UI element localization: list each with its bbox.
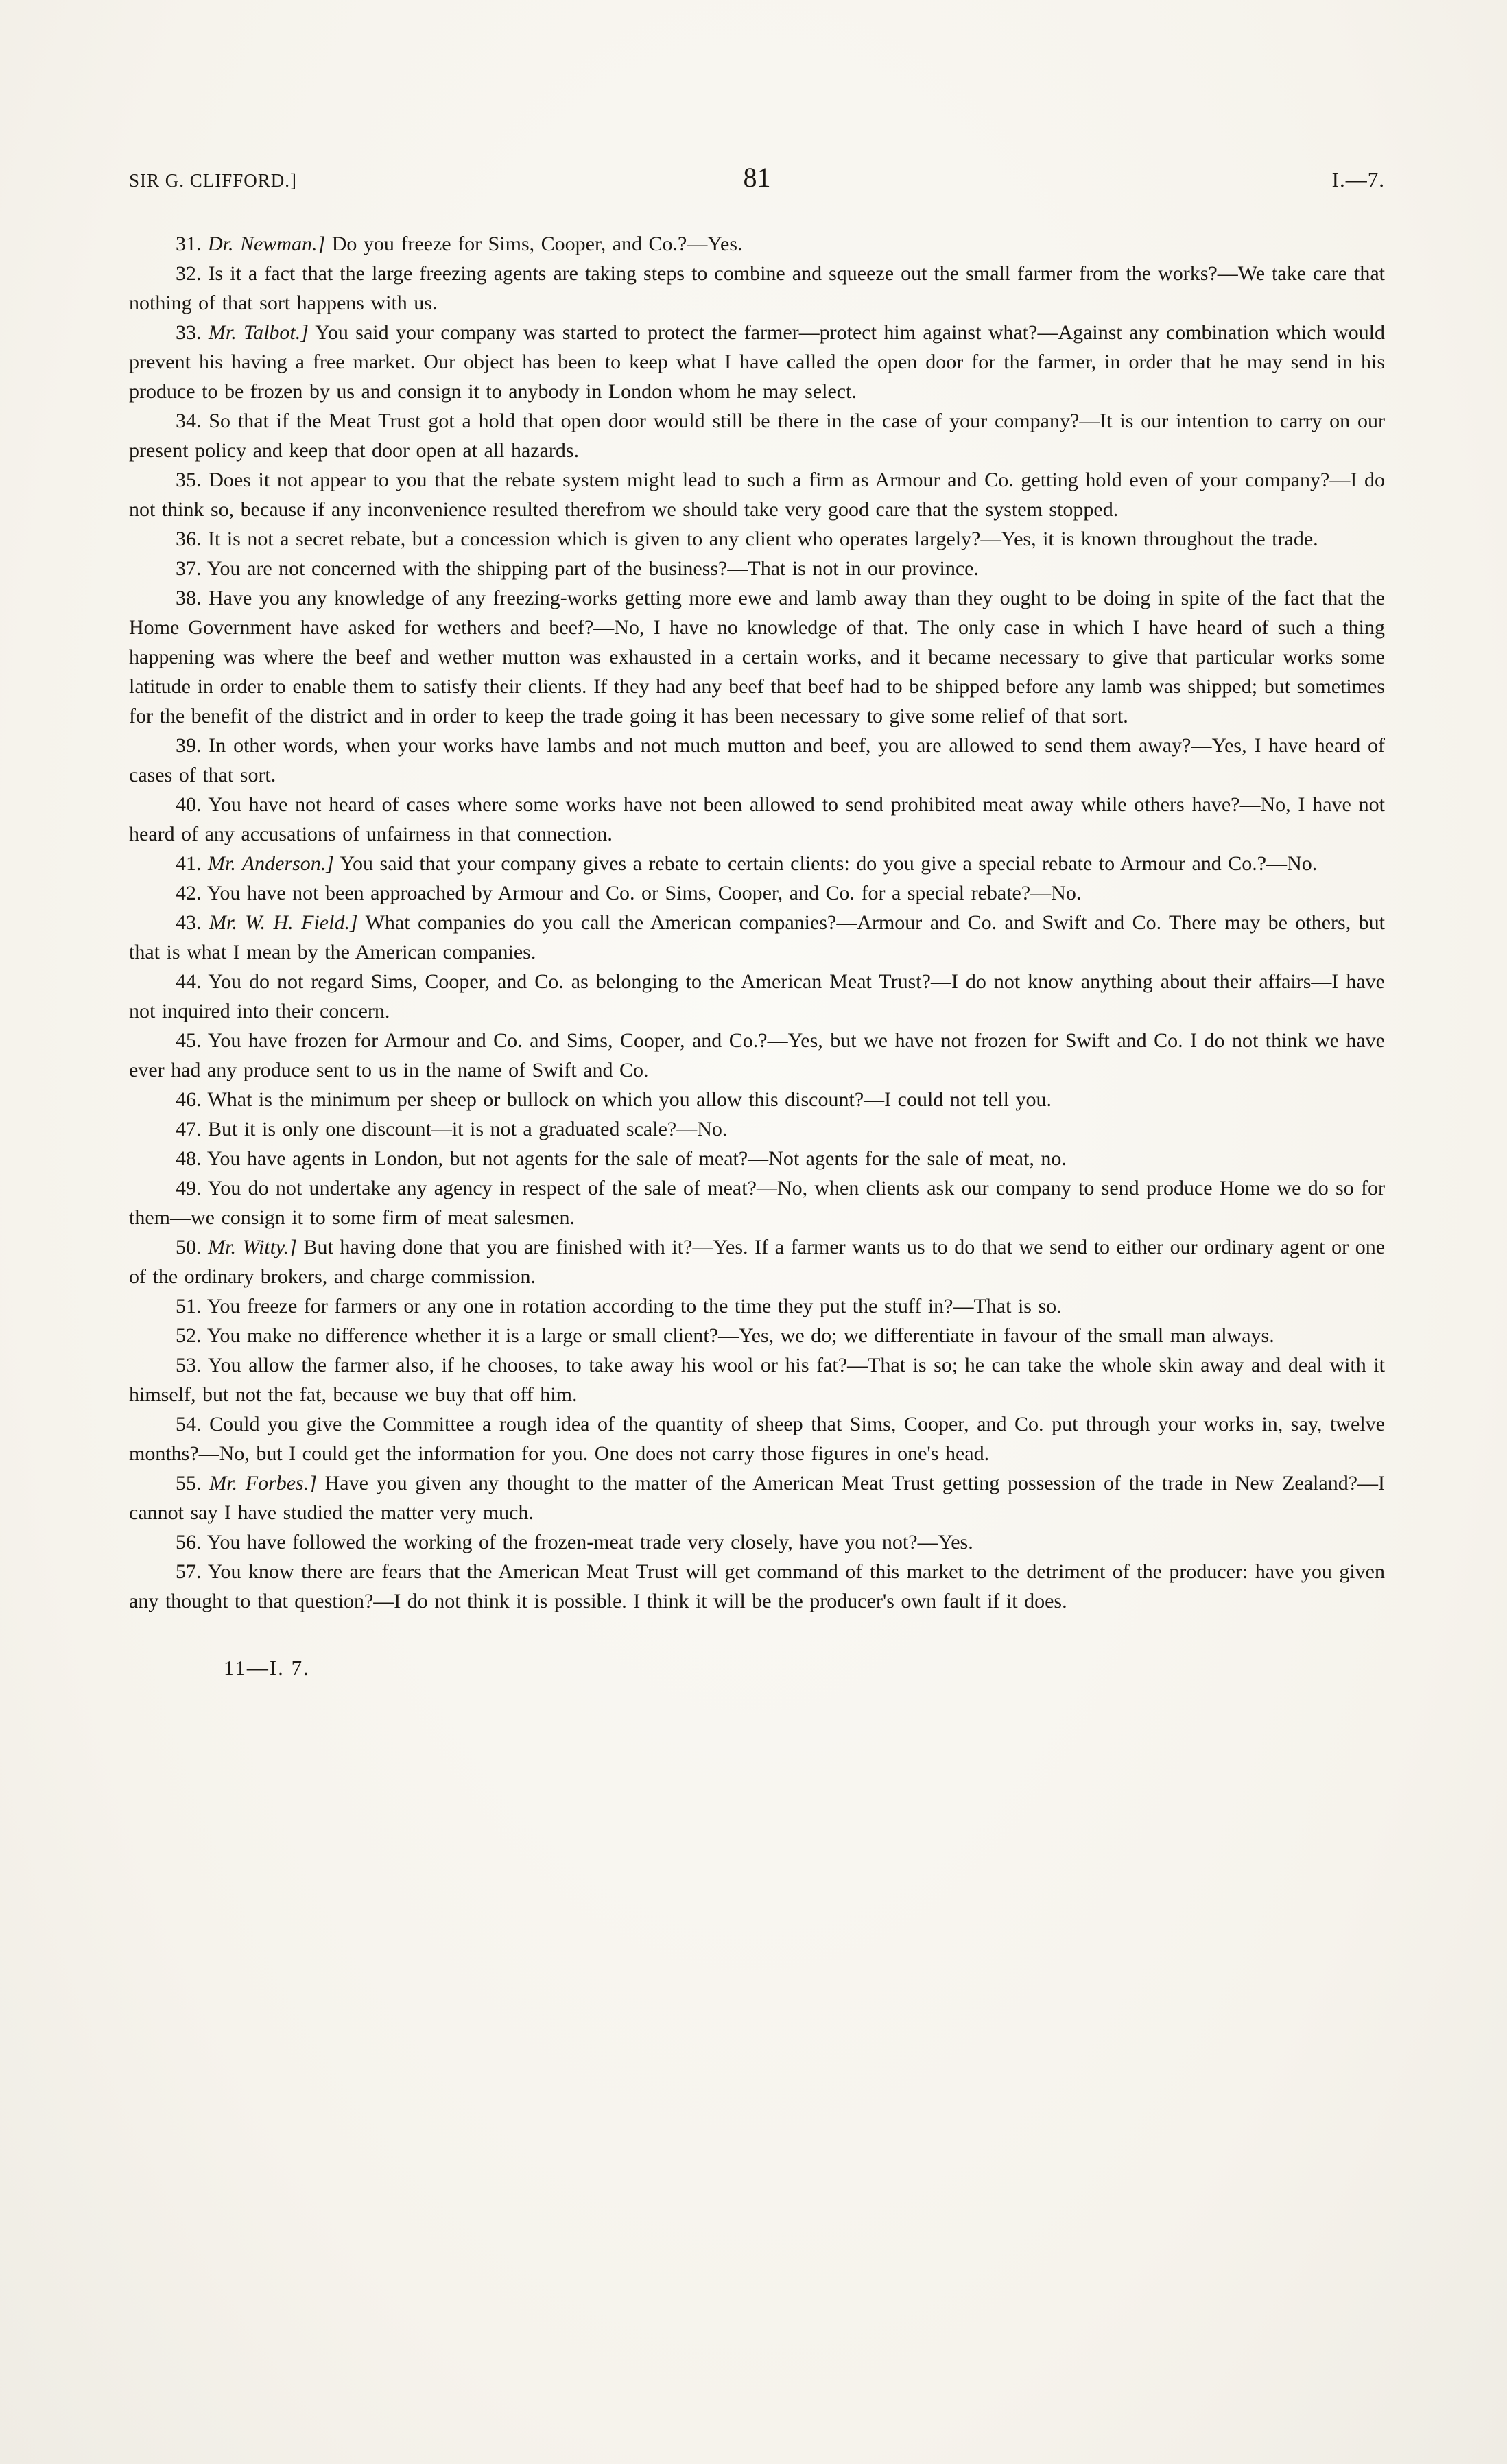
question-number: 34.	[176, 410, 202, 432]
question-number: 35.	[176, 469, 202, 491]
qa-text: So that if the Meat Trust got a hold that open door would still be there in the case of your company?—It is our intention to carry on our present policy and keep that door open at all hazards.	[129, 410, 1385, 462]
question-number: 43.	[176, 911, 202, 934]
qa-text: But having done that you are finished with it?—Yes. If a farmer wants us to do that we send to either our ordinary agent or one of the ordinary brokers, and charge commission.	[129, 1236, 1386, 1288]
qa-text: You said your company was started to protect the farmer—protect him against what?—Against any combination which would prevent his having a free market. Our object has been to keep what I have called the open door for the farmer, in order that he may send in his produce to be frozen by us and consign it to anybody in London whom he may select.	[129, 321, 1385, 403]
qa-paragraph	[129, 259, 1385, 318]
question-number: 51.	[176, 1295, 202, 1317]
qa-paragraph	[129, 1557, 1385, 1616]
qa-text: You have not heard of cases where some works have not been allowed to send prohibited meat away while others have?—No, I have not heard of any accusations of unfairness in that connection.	[129, 793, 1386, 845]
question-number: 37.	[176, 557, 202, 580]
header-witness-name: SIR G. CLIFFORD.]	[129, 170, 298, 191]
qa-paragraph	[129, 318, 1385, 406]
qa-text: You have agents in London, but not agents for the sale of meat?—Not agents for the sale of meat, no.	[206, 1147, 1067, 1170]
qa-text: Have you given any thought to the matter of the American Meat Trust getting possession of the trade in New Zealand?—I cannot say I have studied the matter very much.	[129, 1472, 1386, 1524]
qa-text: In other words, when your works have lambs and not much mutton and beef, you are allowed to send them away?—Yes, I have heard of cases of that sort.	[129, 734, 1385, 786]
question-number: 48.	[176, 1147, 202, 1170]
qa-text: What is the minimum per sheep or bullock on which you allow this discount?—I could not tell you.	[207, 1088, 1052, 1111]
qa-text: Does it not appear to you that the rebate system might lead to such a firm as Armour and Co. getting hold even of your company?—I do not think so, because if any inconvenience resulted therefrom we should take very good care that the system stopped.	[129, 469, 1385, 521]
qa-paragraph	[129, 1085, 1385, 1114]
question-number: 52.	[176, 1324, 202, 1347]
question-number: 56.	[176, 1531, 202, 1553]
header-paper-reference: I.—7.	[1331, 167, 1385, 191]
question-number: 49.	[176, 1177, 202, 1199]
qa-paragraph	[129, 1527, 1385, 1557]
qa-paragraph	[129, 790, 1385, 849]
qa-text: You make no difference whether it is a large or small client?—Yes, we do; we differentiate in favour of the small man always.	[206, 1324, 1274, 1347]
question-number: 53.	[176, 1354, 202, 1376]
qa-paragraph	[129, 229, 1385, 259]
qa-paragraph	[129, 1232, 1385, 1291]
qa-paragraph	[129, 1409, 1385, 1468]
question-number: 39.	[176, 734, 202, 757]
question-number: 32.	[176, 262, 202, 285]
page-header	[129, 161, 1385, 193]
qa-text: But it is only one discount—it is not a graduated scale?—No.	[208, 1118, 728, 1140]
question-number: 38.	[176, 587, 202, 609]
qa-paragraph	[129, 1321, 1385, 1350]
qa-text: What companies do you call the American companies?—Armour and Co. and Swift and Co. There may be others, but that is what I mean by the American companies.	[129, 911, 1385, 963]
question-number: 47.	[176, 1118, 202, 1140]
question-number: 31.	[176, 233, 202, 255]
qa-paragraph	[129, 731, 1385, 790]
qa-text: You allow the farmer also, if he chooses, to take away his wool or his fat?—That is so; he can take the whole skin away and deal with it himself, but not the fat, because we buy that off him.	[129, 1354, 1385, 1406]
qa-text: You have not been approached by Armour and Co. or Sims, Cooper, and Co. for a special rebate?—No.	[206, 882, 1082, 904]
qa-paragraph	[129, 908, 1385, 967]
qa-paragraph	[129, 1114, 1385, 1144]
qa-text: It is not a secret rebate, but a concession which is given to any client who operates largely?—Yes, it is known throughout the trade.	[208, 528, 1318, 550]
testimony-body	[129, 229, 1385, 1616]
qa-paragraph	[129, 967, 1385, 1026]
qa-paragraph	[129, 465, 1385, 524]
question-number: 42.	[176, 882, 202, 904]
qa-paragraph	[129, 1291, 1385, 1321]
footer-signature-mark: 11—I. 7.	[224, 1656, 310, 1680]
qa-paragraph	[129, 583, 1385, 731]
qa-paragraph	[129, 849, 1385, 878]
speaker-name: Mr. Forbes.]	[209, 1472, 317, 1494]
speaker-name: Mr. Talbot.]	[208, 321, 309, 344]
question-number: 36.	[176, 528, 202, 550]
qa-text: You have followed the working of the frozen-meat trade very closely, have you not?—Yes.	[206, 1531, 973, 1553]
qa-text: You are not concerned with the shipping part of the business?—That is not in our province.	[206, 557, 979, 580]
qa-text: Do you freeze for Sims, Cooper, and Co.?—Yes.	[331, 233, 743, 255]
qa-text: You have frozen for Armour and Co. and Sims, Cooper, and Co.?—Yes, but we have not frozen for Swift and Co. I do not think we have ever had any produce sent to us in the name of Swift and Co.	[129, 1029, 1385, 1081]
qa-paragraph	[129, 1468, 1385, 1527]
qa-text: You freeze for farmers or any one in rotation according to the time they put the stuff in?—That is so.	[206, 1295, 1062, 1317]
speaker-name: Mr. Witty.]	[208, 1236, 297, 1258]
qa-paragraph	[129, 878, 1385, 908]
question-number: 55.	[176, 1472, 202, 1494]
qa-paragraph	[129, 1350, 1385, 1409]
question-number: 57.	[176, 1560, 202, 1583]
question-number: 46.	[176, 1088, 202, 1111]
page-number: 81	[743, 162, 771, 193]
qa-paragraph	[129, 406, 1385, 465]
qa-paragraph	[129, 1026, 1385, 1085]
speaker-name: Mr. W. H. Field.]	[209, 911, 358, 934]
qa-text: Could you give the Committee a rough idea of the quantity of sheep that Sims, Cooper, and Co. put through your works in, say, twelve months?—No, but I could get the information for you. One does not carry those figures in one's head.	[129, 1413, 1385, 1465]
qa-paragraph	[129, 1173, 1385, 1232]
question-number: 44.	[176, 970, 202, 993]
question-number: 33.	[176, 321, 202, 344]
qa-text: Is it a fact that the large freezing agents are taking steps to combine and squeeze out the small farmer from the works?—We take care that nothing of that sort happens with us.	[129, 262, 1385, 314]
question-number: 40.	[176, 793, 202, 816]
qa-text: You do not regard Sims, Cooper, and Co. as belonging to the American Meat Trust?—I do not know anything about their affairs—I have not inquired into their concern.	[129, 970, 1385, 1022]
qa-paragraph	[129, 1144, 1385, 1173]
qa-text: You said that your company gives a rebate to certain clients: do you give a special rebate to Armour and Co.?—No.	[340, 852, 1318, 875]
qa-paragraph	[129, 554, 1385, 583]
qa-text: You know there are fears that the American Meat Trust will get command of this market to the detriment of the producer: have you given any thought to that question?—I do not think it is possible. I think it will be the producer's own fault if it does.	[129, 1560, 1385, 1612]
qa-paragraph	[129, 524, 1385, 554]
speaker-name: Mr. Anderson.]	[208, 852, 334, 875]
qa-text: Have you any knowledge of any freezing-works getting more ewe and lamb away than they ought to be doing in spite of the fact that the Home Government have asked for wethers and beef?—No, I have no knowledge of that. The only case in which I have heard of such a thing happening was where the beef and wether mutton was exhausted in a certain works, and it became necessary to give that particular works some latitude in order to enable them to satisfy their clients. If they had any beef that beef had to be shipped before any lamb was shipped; but sometimes for the benefit of the district and in order to keep the trade going it has been necessary to give some relief of that sort.	[129, 587, 1386, 727]
qa-text: You do not undertake any agency in respect of the sale of meat?—No, when clients ask our company to send produce Home we do so for them—we consign it to some firm of meat salesmen.	[129, 1177, 1386, 1229]
speaker-name: Dr. Newman.]	[208, 233, 326, 255]
question-number: 41.	[176, 852, 202, 875]
question-number: 54.	[176, 1413, 202, 1435]
question-number: 50.	[176, 1236, 202, 1258]
question-number: 45.	[176, 1029, 202, 1052]
